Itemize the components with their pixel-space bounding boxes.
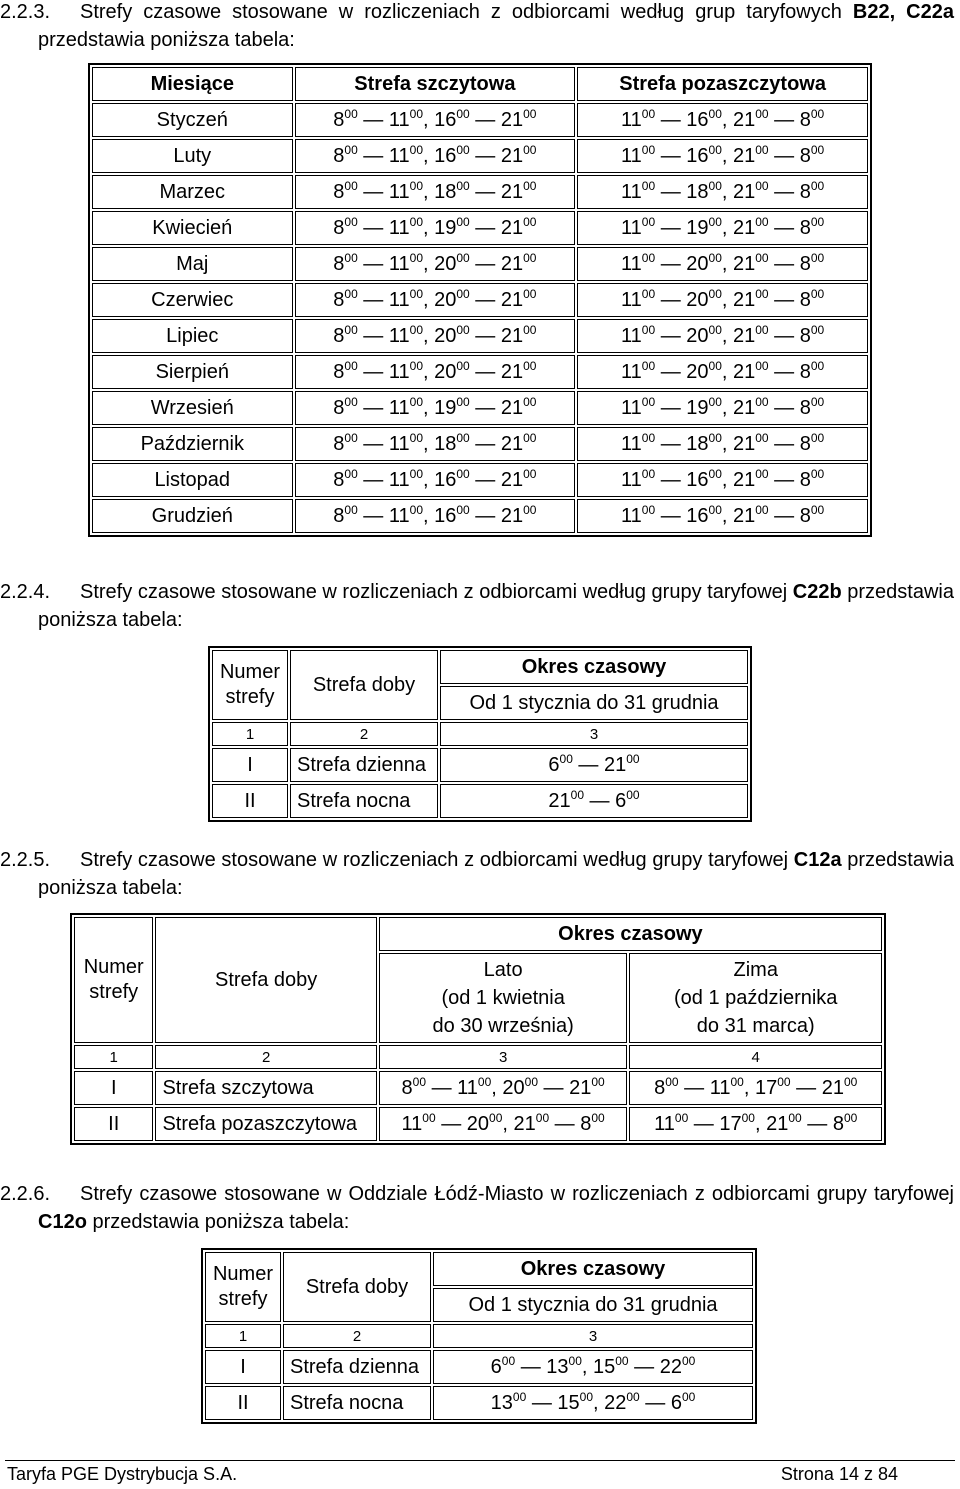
header-offpeak: Strefa pozaszczytowa [577,67,868,101]
time-value: $11^{00}$ [388,214,423,239]
time-value: $11^{00}$ [621,394,656,419]
table-row [92,319,868,353]
time-value: $18^{00}$ [686,178,722,203]
time-value: $11^{00}$ [388,142,423,167]
time-value: $8^{00}$ [333,502,358,527]
time-value: $21^{00}$ [733,430,769,455]
time-value: $11^{00}$ [401,1110,436,1135]
time-value: $21^{00}$ [513,1110,550,1135]
time-value: $11^{00}$ [388,286,423,311]
table-header-row [92,67,868,101]
peak-cell: $8^{00}$ — $11^{00}$, $18^{00}$ — $21^{00}$ [295,175,576,209]
time-value: $8^{00}$ [799,214,825,239]
time-value: $15^{00}$ [557,1389,593,1414]
peak-cell: $8^{00}$ — $11^{00}$, $19^{00}$ — $21^{00}$ [295,211,576,245]
time-value: $8^{00}$ [799,466,825,491]
peak-cell: $8^{00}$ — $11^{00}$, $16^{00}$ — $21^{00}$ [295,103,576,137]
time-value: $20^{00}$ [686,250,722,275]
time-value: $11^{00}$ [388,502,423,527]
table-c22b [208,646,752,822]
table-body [212,748,748,818]
time-value: $19^{00}$ [434,394,470,419]
table-row [92,391,868,425]
table-b22-c22a [88,63,872,537]
table-header-row [205,1252,753,1286]
time-value: $21^{00}$ [500,178,537,203]
time-value: $19^{00}$ [434,214,470,239]
time-value: $19^{00}$ [686,394,722,419]
section-2-2-3: 2.2.3. Strefy czasowe stosowane w rozliczeniach z odbiorcami według grup taryfowych B22, C22a przedstawia poniższa tabela: [0,1,954,51]
table-row [92,139,868,173]
header-period-range: Od 1 stycznia do 31 grudnia [433,1288,753,1322]
time-value: $6^{00}$ [670,1389,696,1414]
time-value: $21^{00}$ [733,466,769,491]
time-value: $20^{00}$ [434,322,470,347]
time-value: $22^{00}$ [604,1389,640,1414]
footer-page-number: Strona 14 z 84 [780,1464,898,1484]
header-period: Okres czasowy [433,1252,753,1286]
table-row [92,499,868,533]
time-value: $11^{00}$ [621,322,656,347]
time-value: $20^{00}$ [434,286,470,311]
time-value: $18^{00}$ [434,178,470,203]
month-cell: Lipiec [92,319,293,353]
time-value: $6^{00}$ [615,787,640,812]
table-row [212,784,748,818]
time-value: $8^{00}$ [333,394,358,419]
time-value: $21^{00}$ [500,106,537,131]
table-row [92,283,868,317]
table-row [74,1071,882,1105]
time-value: $8^{00}$ [333,250,358,275]
time-value: $11^{00}$ [388,322,423,347]
header-period-range: Od 1 stycznia do 31 grudnia [440,686,748,720]
offpeak-cell: $11^{00}$ — $16^{00}$, $21^{00}$ — $8^{00}$ [577,103,868,137]
zone-time: $21^{00}$ — $6^{00}$ [440,784,748,818]
table-header-row [212,650,748,684]
time-value: $21^{00}$ [733,250,769,275]
peak-cell: $8^{00}$ — $11^{00}$, $19^{00}$ — $21^{00}$ [295,391,576,425]
time-value: $20^{00}$ [434,250,470,275]
time-value: $16^{00}$ [434,106,470,131]
time-value: $18^{00}$ [686,430,722,455]
time-value: $18^{00}$ [434,430,470,455]
time-value: $20^{00}$ [434,358,470,383]
time-value: $21^{00}$ [569,1074,605,1099]
time-value: $8^{00}$ [799,322,825,347]
time-value: $8^{00}$ [333,322,358,347]
header-period: Okres czasowy [379,917,882,951]
summer-time: $8^{00}$ — $11^{00}$, $20^{00}$ — $21^{00}$ [379,1071,628,1105]
time-value: $11^{00}$ [621,430,656,455]
header-zone-name: Strefa doby [155,917,376,1043]
month-cell: Listopad [92,463,293,497]
header-months: Miesiące [92,67,293,101]
time-value: $8^{00}$ [333,106,358,131]
zone-name: Strefa dzienna [283,1350,431,1384]
time-value: $8^{00}$ [333,466,358,491]
time-value: $11^{00}$ [457,1074,492,1099]
peak-cell: $8^{00}$ — $11^{00}$, $18^{00}$ — $21^{00}$ [295,427,576,461]
time-value: $21^{00}$ [733,502,769,527]
time-value: $11^{00}$ [621,358,656,383]
zone-name: Strefa szczytowa [155,1071,376,1105]
time-value: $11^{00}$ [621,250,656,275]
table-row [205,1386,753,1420]
time-value: $20^{00}$ [686,322,722,347]
time-value: $8^{00}$ [333,286,358,311]
time-value: $19^{00}$ [686,214,722,239]
table-body [205,1350,753,1420]
time-value: $8^{00}$ [832,1110,858,1135]
time-value: $21^{00}$ [733,394,769,419]
time-value: $21^{00}$ [733,322,769,347]
time-value: $16^{00}$ [686,106,722,131]
time-value: $8^{00}$ [333,178,358,203]
zone-number: II [74,1107,153,1141]
peak-cell: $8^{00}$ — $11^{00}$, $20^{00}$ — $21^{00}$ [295,355,576,389]
time-value: $21^{00}$ [500,430,537,455]
time-value: $11^{00}$ [654,1110,689,1135]
time-value: $21^{00}$ [733,178,769,203]
time-value: $21^{00}$ [500,250,537,275]
time-value: $21^{00}$ [500,358,537,383]
time-value: $21^{00}$ [548,787,584,812]
table-row [92,103,868,137]
time-value: $20^{00}$ [686,358,722,383]
time-value: $21^{00}$ [500,214,537,239]
month-cell: Wrzesień [92,391,293,425]
time-value: $11^{00}$ [388,106,423,131]
zone-number: I [205,1350,281,1384]
index-row: 1 2 3 4 [74,1045,882,1069]
offpeak-cell: $11^{00}$ — $18^{00}$, $21^{00}$ — $8^{00}$ [577,427,868,461]
time-value: $11^{00}$ [621,286,656,311]
peak-cell: $8^{00}$ — $11^{00}$, $20^{00}$ — $21^{00}$ [295,283,576,317]
offpeak-cell: $11^{00}$ — $19^{00}$, $21^{00}$ — $8^{00}$ [577,211,868,245]
header-summer: Lato (od 1 kwietnia do 30 września) [379,953,628,1043]
time-value: $8^{00}$ [333,358,358,383]
zone-time: $6^{00}$ — $13^{00}$, $15^{00}$ — $22^{00}$ [433,1350,753,1384]
time-value: $21^{00}$ [733,142,769,167]
time-value: $8^{00}$ [799,106,825,131]
time-value: $21^{00}$ [500,502,537,527]
time-value: $21^{00}$ [733,214,769,239]
zone-number: II [212,784,288,818]
time-value: $20^{00}$ [502,1074,538,1099]
table-c12o [201,1248,757,1424]
time-value: $16^{00}$ [434,466,470,491]
table-row [212,748,748,782]
header-zone-number: Numer strefy [74,917,153,1043]
zone-name: Strefa pozaszczytowa [155,1107,376,1141]
time-value: $8^{00}$ [799,250,825,275]
table-row [92,427,868,461]
time-value: $11^{00}$ [388,430,423,455]
zone-number: I [74,1071,153,1105]
time-value: $8^{00}$ [333,214,358,239]
time-value: $11^{00}$ [621,466,656,491]
table-row [92,247,868,281]
time-value: $11^{00}$ [709,1074,744,1099]
time-value: $21^{00}$ [733,286,769,311]
time-value: $20^{00}$ [466,1110,503,1135]
time-value: $21^{00}$ [733,358,769,383]
time-value: $8^{00}$ [333,430,358,455]
section-2-2-4: 2.2.4. Strefy czasowe stosowane w rozliczeniach z odbiorcami według grupy taryfowej C22b przedstawia poniższa tabela: [0,581,954,631]
time-value: $8^{00}$ [799,430,825,455]
zone-name: Strefa nocna [283,1386,431,1420]
table-row [92,463,868,497]
offpeak-cell: $11^{00}$ — $16^{00}$, $21^{00}$ — $8^{00}$ [577,139,868,173]
zone-number: I [212,748,288,782]
section-2-2-6: 2.2.6. Strefy czasowe stosowane w Oddziale Łódź-Miasto w rozliczeniach z odbiorcami grupy taryfowej C12o przedstawia poniższa tabela: [0,1183,954,1233]
winter-time: $8^{00}$ — $11^{00}$, $17^{00}$ — $21^{00}$ [629,1071,882,1105]
time-value: $8^{00}$ [401,1074,427,1099]
offpeak-cell: $11^{00}$ — $16^{00}$, $21^{00}$ — $8^{00}$ [577,463,868,497]
time-value: $17^{00}$ [719,1110,755,1135]
time-value: $16^{00}$ [686,142,722,167]
peak-cell: $8^{00}$ — $11^{00}$, $16^{00}$ — $21^{00}$ [295,139,576,173]
time-value: $8^{00}$ [799,178,825,203]
peak-cell: $8^{00}$ — $11^{00}$, $20^{00}$ — $21^{00}$ [295,319,576,353]
time-value: $21^{00}$ [500,394,537,419]
offpeak-cell: $11^{00}$ — $20^{00}$, $21^{00}$ — $8^{00}$ [577,247,868,281]
time-value: $11^{00}$ [388,250,423,275]
time-value: $8^{00}$ [333,142,358,167]
section-2-2-5: 2.2.5. Strefy czasowe stosowane w rozliczeniach z odbiorcami według grupy taryfowej C12a przedstawia poniższa tabela: [0,849,954,899]
winter-time: $11^{00}$ — $17^{00}$, $21^{00}$ — $8^{00}$ [629,1107,882,1141]
month-cell: Kwiecień [92,211,293,245]
offpeak-cell: $11^{00}$ — $20^{00}$, $21^{00}$ — $8^{00}$ [577,283,868,317]
time-value: $11^{00}$ [388,466,423,491]
month-cell: Czerwiec [92,283,293,317]
time-value: $8^{00}$ [799,286,825,311]
time-value: $11^{00}$ [621,142,656,167]
time-value: $11^{00}$ [621,214,656,239]
time-value: $21^{00}$ [500,466,537,491]
header-zone-name: Strefa doby [283,1252,431,1322]
table-row [92,175,868,209]
summer-time: $11^{00}$ — $20^{00}$, $21^{00}$ — $8^{00}$ [379,1107,628,1141]
zone-name: Strefa nocna [290,784,438,818]
table-body [74,1071,882,1141]
header-zone-number: Numer strefy [205,1252,281,1322]
table-body [92,103,868,533]
offpeak-cell: $11^{00}$ — $20^{00}$, $21^{00}$ — $8^{00}$ [577,319,868,353]
time-value: $13^{00}$ [490,1389,527,1414]
time-value: $8^{00}$ [799,142,825,167]
month-cell: Luty [92,139,293,173]
time-value: $21^{00}$ [500,142,537,167]
time-value: $8^{00}$ [799,394,825,419]
footer-divider [5,1460,955,1461]
offpeak-cell: $11^{00}$ — $20^{00}$, $21^{00}$ — $8^{00}$ [577,355,868,389]
time-value: $13^{00}$ [546,1353,582,1378]
index-row: 1 2 3 [205,1324,753,1348]
zone-time: $6^{00}$ — $21^{00}$ [440,748,748,782]
time-value: $16^{00}$ [686,502,722,527]
time-value: $16^{00}$ [686,466,722,491]
index-row: 1 2 3 [212,722,748,746]
time-value: $11^{00}$ [621,178,656,203]
offpeak-cell: $11^{00}$ — $18^{00}$, $21^{00}$ — $8^{00}$ [577,175,868,209]
table-c12a [70,913,886,1145]
month-cell: Styczeń [92,103,293,137]
table-header-row [74,917,882,951]
zone-number: II [205,1386,281,1420]
header-zone-number: Numer strefy [212,650,288,720]
time-value: $16^{00}$ [434,502,470,527]
time-value: $21^{00}$ [766,1110,802,1135]
time-value: $22^{00}$ [659,1353,696,1378]
time-value: $21^{00}$ [733,106,769,131]
time-value: $20^{00}$ [686,286,722,311]
time-value: $21^{00}$ [500,286,537,311]
time-value: $8^{00}$ [799,358,825,383]
time-value: $8^{00}$ [654,1074,679,1099]
peak-cell: $8^{00}$ — $11^{00}$, $20^{00}$ — $21^{00}$ [295,247,576,281]
time-value: $21^{00}$ [500,322,537,347]
footer-title: Taryfa PGE Dystrybucja S.A. [7,1464,238,1484]
table-row [92,355,868,389]
header-peak: Strefa szczytowa [295,67,576,101]
time-value: $8^{00}$ [799,502,825,527]
month-cell: Grudzień [92,499,293,533]
time-value: $16^{00}$ [434,142,470,167]
time-value: $17^{00}$ [754,1074,791,1099]
time-value: $11^{00}$ [388,178,423,203]
zone-time: $13^{00}$ — $15^{00}$, $22^{00}$ — $6^{00}$ [433,1386,753,1420]
peak-cell: $8^{00}$ — $11^{00}$, $16^{00}$ — $21^{00}$ [295,463,576,497]
time-value: $11^{00}$ [388,358,423,383]
month-cell: Marzec [92,175,293,209]
offpeak-cell: $11^{00}$ — $16^{00}$, $21^{00}$ — $8^{00}$ [577,499,868,533]
time-value: $21^{00}$ [604,751,640,776]
header-zone-name: Strefa doby [290,650,438,720]
month-cell: Sierpień [92,355,293,389]
time-value: $21^{00}$ [821,1074,858,1099]
header-winter: Zima (od 1 października do 31 marca) [629,953,882,1043]
table-row [205,1350,753,1384]
month-cell: Październik [92,427,293,461]
month-cell: Maj [92,247,293,281]
time-value: $6^{00}$ [548,751,573,776]
offpeak-cell: $11^{00}$ — $19^{00}$, $21^{00}$ — $8^{00}$ [577,391,868,425]
table-row [74,1107,882,1141]
time-value: $15^{00}$ [593,1353,629,1378]
time-value: $11^{00}$ [621,502,656,527]
table-row [92,211,868,245]
header-period: Okres czasowy [440,650,748,684]
zone-name: Strefa dzienna [290,748,438,782]
time-value: $11^{00}$ [388,394,423,419]
time-value: $11^{00}$ [621,106,656,131]
time-value: $8^{00}$ [580,1110,605,1135]
time-value: $6^{00}$ [490,1353,516,1378]
peak-cell: $8^{00}$ — $11^{00}$, $16^{00}$ — $21^{00}$ [295,499,576,533]
